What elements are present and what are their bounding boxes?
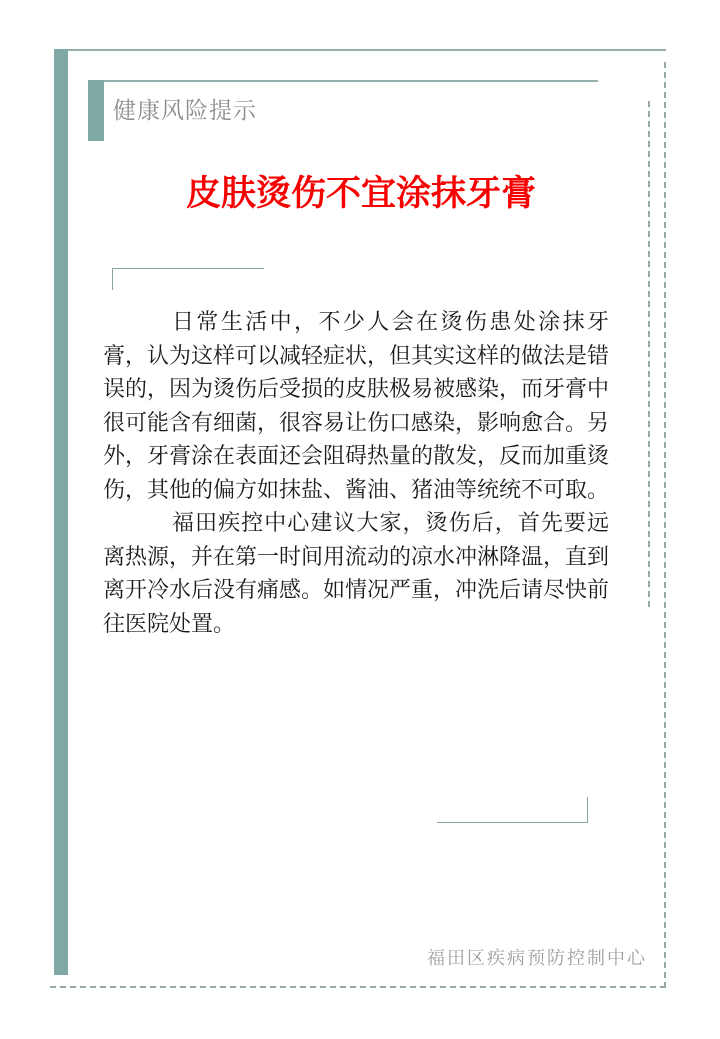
top-rule-line: [68, 49, 666, 51]
header-rule-line: [103, 80, 598, 82]
corner-bracket-bottom-right: [437, 797, 588, 823]
body-paragraph-2: 福田疾控中心建议大家，烫伤后，首先要远离热源，并在第一时间用流动的凉水冲淋降温，直到离开冷水后没有痛感。如情况严重，冲洗后请尽快前往医院处置。: [103, 510, 610, 636]
body-paragraph-1: 日常生活中，不少人会在烫伤患处涂抹牙膏，认为这样可以减轻症状，但其实这样的做法是错误的，因为烫伤后受损的皮肤极易被感染，而牙膏中很可能含有细菌，很容易让伤口感染，影响愈合。另外，牙膏涂在表面还会阻碍热量的散发，反而加重烫伤，其他的偏方如抹盐、酱油、猪油等统统不可取。: [103, 309, 610, 502]
header-accent-block: [88, 80, 104, 141]
header-label: 健康风险提示: [113, 97, 257, 123]
page-title: 皮肤烫伤不宜涂抹牙膏: [185, 174, 536, 213]
footer-organization: 福田区疾病预防控制中心: [427, 948, 647, 968]
corner-bracket-top-left: [112, 268, 264, 290]
body-text: [103, 305, 609, 640]
bottom-dashed-border: [50, 986, 666, 988]
